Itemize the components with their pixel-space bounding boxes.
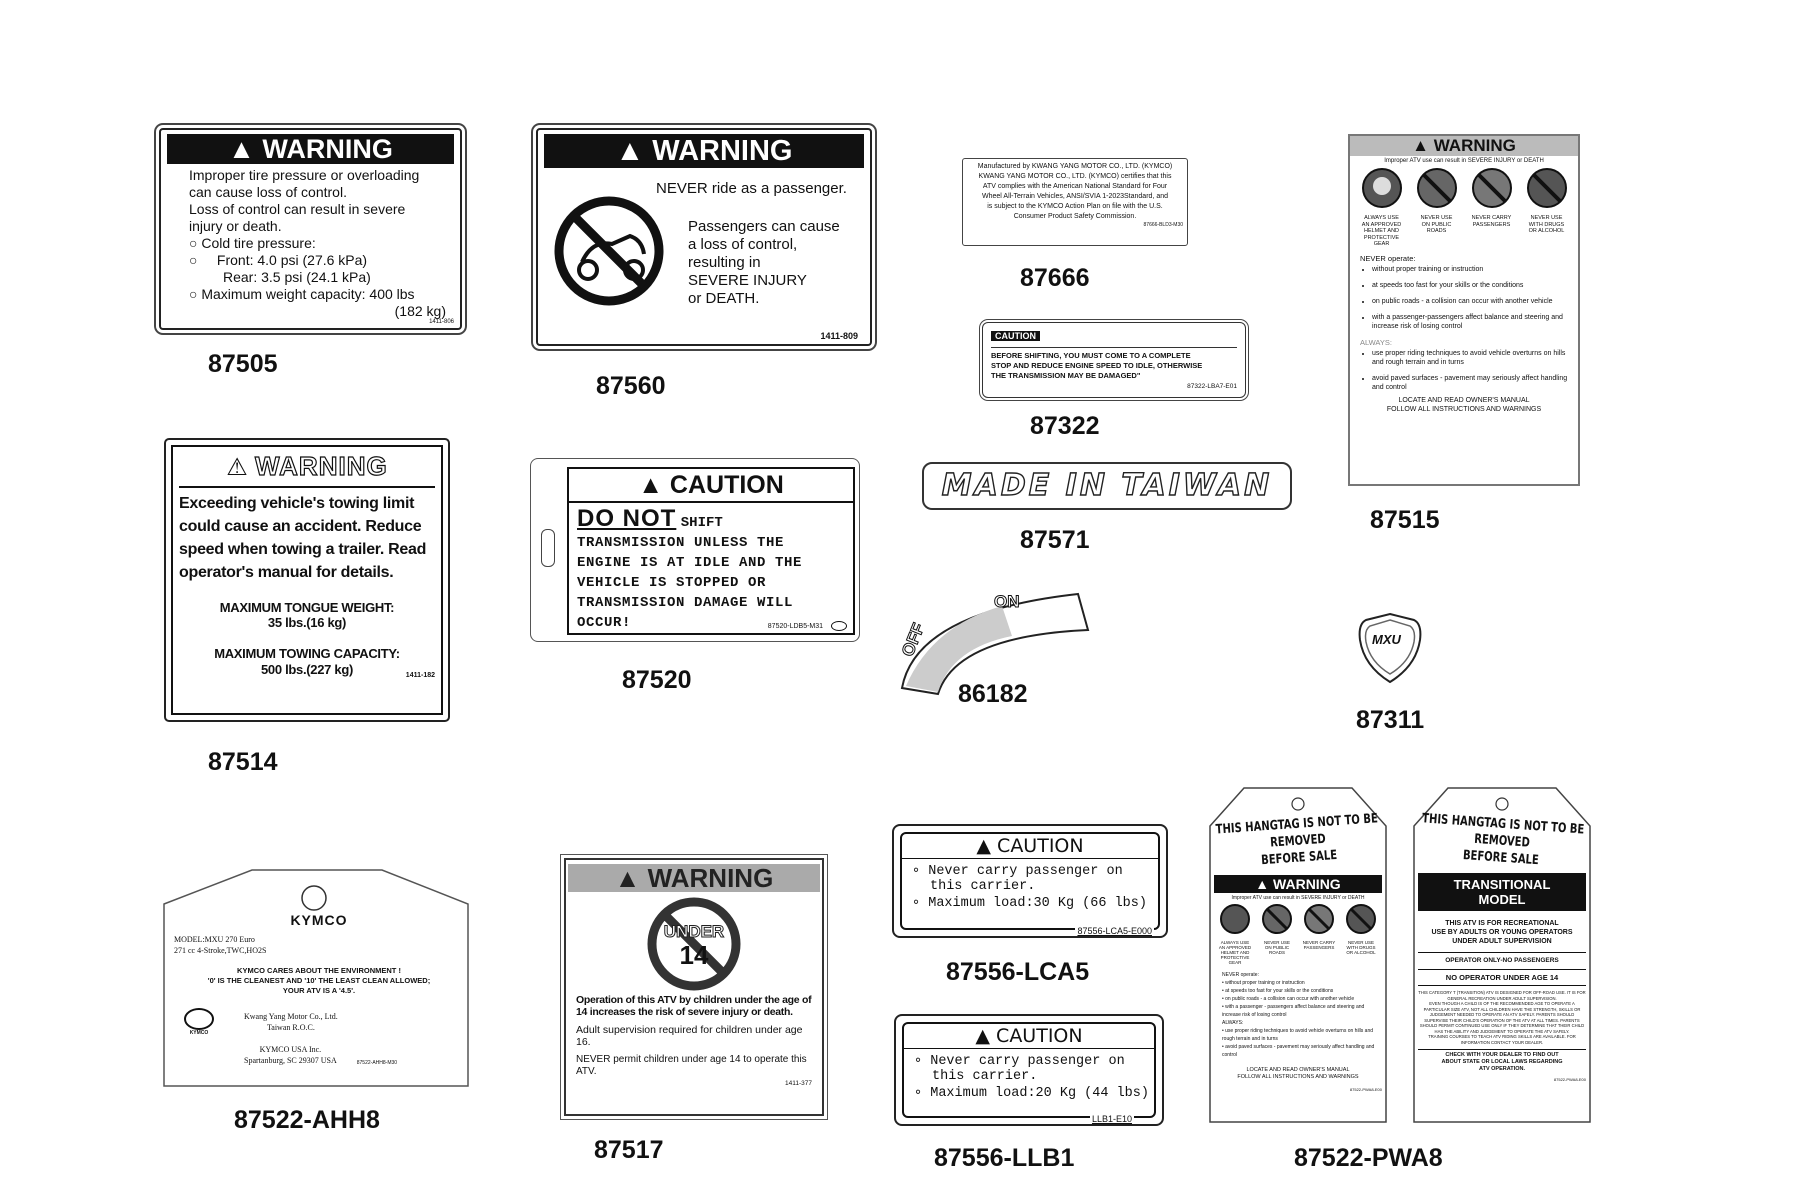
helmet-icon xyxy=(1219,903,1251,935)
never-passenger-text: NEVER ride as a passenger. xyxy=(656,180,847,197)
warning-title: WARNING xyxy=(262,134,393,164)
front-pressure-value: Front: 4.0 psi (27.6 kPa) xyxy=(216,252,368,268)
decal-code: 1411-377 xyxy=(785,1080,812,1087)
warning-title: WARNING xyxy=(1273,876,1341,892)
list-item: • on public roads - a collision can occur with another vehicle xyxy=(1372,297,1578,306)
list-item: • avoid paved surfaces - pavement may seriously affect handling and control xyxy=(1372,374,1578,392)
shift-text: SHIFT xyxy=(680,515,723,531)
tongue-weight-label: MAXIMUM TONGUE WEIGHT: xyxy=(219,600,395,615)
made-in-taiwan-text: MADE IN TAIWAN xyxy=(941,468,1273,503)
pictogram-roads xyxy=(1412,166,1462,248)
decal-code: LLB1-E10 xyxy=(1091,1114,1132,1124)
decal-87517 xyxy=(564,858,824,1116)
part-number-87505: 87505 xyxy=(208,350,278,378)
never-permit-text: NEVER permit children under age 14 to operate this ATV. xyxy=(576,1054,807,1077)
pictogram-drugs xyxy=(1341,903,1381,965)
transitional-body: THIS CATEGORY T (TRANSITION) ATV IS DESIGNED FOR OFF-ROAD USE. IT IS FOR GENERAL RECREATION UNDER ADULT SUPERVISION. EVEN THOUGH A CHILD IS OF THE RECOMMENDED AGE TO OPERATE A PARTICULAR SIZE ATV, NOT ALL CHILDREN HAVE THE STRENGTH, SKILLS OR JUDGEMENT NEEDED TO OPERATE AN ATV SAFELY. PARENTS SHOULD SUPERVISE THEIR CHILD'S OPERATION OF THE ATV AT ALL TIMES. PARENTS SHOULD PERMIT CONTINUED USE ONLY IF THEY DETERMINE THAT THEIR CHILD HAS THE ABILITY AND JUDGEMENT TO OPERATE THE ATV SAFELY. TRAINING COURSES TO TEACH ATV RIDING SKILLS ARE AVAILABLE. FOR INFORMATION CONTACT YOUR DEALER. xyxy=(1418,990,1586,1045)
pictogram-caption: NEVER CARRY PASSENGERS xyxy=(1471,215,1512,228)
operator-only-text: OPERATOR ONLY-NO PASSENGERS xyxy=(1418,952,1586,964)
list-item: • use proper riding techniques to avoid vehicle overturns on hills and rough terrain and in turns xyxy=(1372,349,1578,367)
part-number-87515: 87515 xyxy=(1370,506,1440,534)
pictogram-helmet xyxy=(1357,166,1407,248)
part-number-87556-llb1: 87556-LLB1 xyxy=(934,1144,1075,1172)
decal-code: 87556-LCA5-E000 xyxy=(1077,926,1152,936)
carrier-line-3: ∘ Maximum load:30 Kg (66 lbs) xyxy=(912,896,1147,911)
mxu-logo-text: MXU xyxy=(1372,632,1401,647)
decal-87520 xyxy=(530,458,860,642)
pictogram-passengers xyxy=(1467,166,1517,248)
caution-header xyxy=(904,1024,1154,1049)
decal-code: 1411-182 xyxy=(405,672,435,679)
carrier-text-1: Never carry passenger on xyxy=(930,1054,1125,1069)
owners-manual-footer: LOCATE AND READ OWNER'S MANUAL FOLLOW ALL INSTRUCTIONS AND WARNINGS xyxy=(1237,1067,1359,1080)
kymco-logo-text: KYMCO xyxy=(189,1030,209,1036)
kymco-usa-address: KYMCO USA Inc. Spartanburg, SC 29307 USA xyxy=(244,1045,337,1065)
warning-triangle-icon: ▲ xyxy=(976,835,991,857)
caution-title: CAUTION xyxy=(669,471,784,499)
inner-frame xyxy=(171,445,443,715)
kymco-logo xyxy=(174,1008,224,1036)
pictogram-caption: NEVER CARRY PASSENGERS xyxy=(1302,940,1336,950)
owners-manual-footer: LOCATE AND READ OWNER'S MANUAL FOLLOW ALL INSTRUCTIONS AND WARNINGS xyxy=(1386,396,1542,413)
passenger-warning-body: Passengers can cause a loss of control, resulting in SEVERE INJURY or DEATH. xyxy=(688,218,840,307)
part-number-87522-pwa8: 87522-PWA8 xyxy=(1294,1144,1443,1172)
warning-title: WARNING xyxy=(255,451,388,481)
cold-tire-pressure: ○ Cold tire pressure: xyxy=(189,235,316,251)
part-number-87560: 87560 xyxy=(596,372,666,400)
decal-code xyxy=(768,621,847,631)
pictogram-caption: NEVER USE WITH DRUGS OR ALCOHOL xyxy=(1346,940,1376,955)
pictogram-caption: NEVER USE WITH DRUGS OR ALCOHOL xyxy=(1528,215,1565,235)
max-weight-kg: (182 kg) xyxy=(394,303,446,319)
tire-warning-text: Improper tire pressure or overloading can cause loss of control. Loss of control can result in severe injury or death. xyxy=(189,167,420,234)
warning-subtitle: Improper ATV use can result in SEVERE INJURY or DEATH xyxy=(1231,895,1365,901)
decal-87522-pwa8-warning-tag xyxy=(1214,811,1382,1120)
warning-triangle-icon: ▲ xyxy=(228,134,255,164)
decal-code: 87666-BLD3-M30 xyxy=(1143,222,1183,228)
caution-header xyxy=(902,834,1158,859)
under-14-badge xyxy=(646,896,742,992)
list-item: • at speeds too fast for your skills or the conditions xyxy=(1372,281,1578,290)
warning-header xyxy=(1214,875,1382,893)
age-warning-text: Operation of this ATV by children under the age of 14 increases the risk of severe injury or death. xyxy=(576,994,812,1018)
inner-frame xyxy=(900,832,1160,930)
model-text: MODEL:MXU 270 Euro 271 cc 4-Stroke,TWC,HO2S xyxy=(174,935,267,955)
warning-triangle-icon: ▲ xyxy=(1255,876,1270,892)
no-drugs-alcohol-icon xyxy=(1525,166,1569,210)
towing-capacity-value xyxy=(179,661,435,679)
kymco-logo-icon xyxy=(184,1008,214,1030)
decal-87522-ahh8 xyxy=(174,912,464,1082)
no-public-roads-icon xyxy=(1261,903,1293,935)
part-number-87556-lca5: 87556-LCA5 xyxy=(946,958,1090,986)
decal-87514 xyxy=(164,438,450,722)
part-number-87522-ahh8: 87522-AHH8 xyxy=(234,1106,380,1134)
never-operate-heading: NEVER operate: xyxy=(1360,253,1416,263)
warning-title: WARNING xyxy=(1433,136,1516,155)
carrier-line-1: ∘ Never carry passenger on xyxy=(914,1054,1125,1069)
shifting-caution-text: BEFORE SHIFTING, YOU MUST COME TO A COMPLETE STOP AND REDUCE ENGINE SPEED TO IDLE, OTHERWISE THE TRANSMISSION MAY BE DAMAGED" xyxy=(991,347,1237,381)
do-not-shift xyxy=(577,505,845,533)
caution-title: CAUTION xyxy=(997,835,1084,857)
transitional-model-header: TRANSITIONAL MODEL xyxy=(1418,873,1586,911)
kwang-yang-address: Kwang Yang Motor Co., Ltd. Taiwan R.O.C. xyxy=(244,1012,338,1032)
warning-triangle-icon: ▲ xyxy=(638,471,663,499)
pictogram-caption: NEVER USE ON PUBLIC ROADS xyxy=(1420,215,1453,235)
part-number-87666: 87666 xyxy=(1020,264,1090,292)
no-drugs-alcohol-icon xyxy=(1345,903,1377,935)
part-number-87311: 87311 xyxy=(1356,706,1425,734)
part-number-87520: 87520 xyxy=(622,666,692,694)
decal-87560 xyxy=(536,128,872,346)
list-item: • with a passenger-passengers affect balance and steering and increase risk of losing control xyxy=(1372,313,1578,331)
hangtag-notice: THIS HANGTAG IS NOT TO BE REMOVED BEFORE SALE xyxy=(1215,811,1379,869)
manufacturer-certification-text: Manufactured by KWANG YANG MOTOR CO., LTD. (KYMCO) KWANG YANG MOTOR CO., LTD. (KYMCO) certifies that this ATV complies with the American National Standard for Four Wheel All-Terrain Vehicles, ANSI/SVIA 1-2023Standard, and is subject to the KYMCO Action Plan on file with the U.S. Consumer Product Safety Commission. xyxy=(977,163,1173,220)
pictogram-caption: ALWAYS USE AN APPROVED HELMET AND PROTECTIVE GEAR xyxy=(1361,215,1402,248)
decal-87666 xyxy=(962,158,1188,246)
pictogram-roads xyxy=(1257,903,1297,965)
part-number-87514: 87514 xyxy=(208,748,278,776)
pictogram-row xyxy=(1214,903,1382,965)
pictogram-caption: NEVER USE ON PUBLIC ROADS xyxy=(1263,940,1290,955)
carrier-text-1: Never carry passenger on xyxy=(928,864,1123,879)
hangtag-notice: THIS HANGTAG IS NOT TO BE REMOVED BEFORE SALE xyxy=(1421,811,1585,869)
part-number-87517: 87517 xyxy=(594,1136,664,1164)
recreational-use-text: THIS ATV IS FOR RECREATIONAL USE BY ADULTS OR YOUNG OPERATORS UNDER ADULT SUPERVISION xyxy=(1431,920,1573,945)
caution-title: CAUTION xyxy=(996,1025,1083,1047)
no-passengers-icon xyxy=(1303,903,1335,935)
inner-frame xyxy=(902,1022,1156,1118)
transmission-caution-body: TRANSMISSION UNLESS THE ENGINE IS AT IDLE AND THE VEHICLE IS STOPPED OR TRANSMISSION DAMAGE WILL OCCUR! xyxy=(577,535,803,631)
kymco-logo-row xyxy=(174,1008,464,1036)
decal-87505 xyxy=(159,128,462,330)
decal-code: 1411-809 xyxy=(820,331,858,341)
pictogram-helmet xyxy=(1215,903,1255,965)
always-list xyxy=(1350,349,1578,392)
towing-capacity-label: MAXIMUM TOWING CAPACITY: xyxy=(214,646,400,661)
warning-header xyxy=(167,134,454,164)
max-weight: ○ Maximum weight capacity: 400 lbs xyxy=(189,286,415,302)
warning-title: WARNING xyxy=(652,135,793,167)
carrier-line-2: this carrier. xyxy=(932,1069,1038,1084)
decal-87322 xyxy=(982,322,1246,398)
warning-title: WARNING xyxy=(647,863,774,893)
pictogram-caption: ALWAYS USE AN APPROVED HELMET AND PROTECTIVE GEAR xyxy=(1218,940,1252,965)
part-number-87322: 87322 xyxy=(1030,412,1100,440)
on-label: ON xyxy=(994,592,1020,611)
under-text: UNDER xyxy=(663,922,725,941)
part-number-86182: 86182 xyxy=(958,680,1028,708)
no-public-roads-icon xyxy=(1415,166,1459,210)
pictogram-passengers xyxy=(1299,903,1339,965)
list-item: • without proper training or instruction xyxy=(1372,265,1578,274)
towing-capacity-number: 500 lbs.(227 kg) xyxy=(260,662,354,677)
warning-subtitle: Improper ATV use can result in SEVERE INJURY or DEATH xyxy=(1384,158,1544,164)
no-passenger-icon xyxy=(550,192,668,310)
code-text: 87520-LDB5-M31 xyxy=(767,622,824,630)
pictogram-drugs xyxy=(1522,166,1572,248)
decal-87515 xyxy=(1348,134,1580,486)
caution-tag: CAUTION xyxy=(991,331,1040,341)
decal-87556-llb1 xyxy=(894,1014,1164,1126)
check-dealer-text: CHECK WITH YOUR DEALER TO FIND OUT ABOUT STATE OR LOCAL LAWS REGARDING ATV OPERATION. xyxy=(1418,1049,1586,1073)
rear-pressure: Rear: 3.5 psi (24.1 kPa) xyxy=(223,269,371,285)
carrier-line-2: this carrier. xyxy=(930,879,1036,894)
tongue-weight-value: 35 lbs.(16 kg) xyxy=(267,615,347,630)
warning-header xyxy=(544,134,864,168)
caution-header xyxy=(569,469,853,503)
no-operator-under-14: NO OPERATOR UNDER AGE 14 xyxy=(1418,969,1586,986)
environment-text: KYMCO CARES ABOUT THE ENVIRONMENT ! '0' IS THE CLEANEST AND '10' THE LEAST CLEAN ALLOWED; YOUR ATV IS A '4.5'. xyxy=(207,966,431,995)
decal-code: 87322-LBA7-E01 xyxy=(1187,383,1237,390)
warning-triangle-icon: ▲ xyxy=(614,863,641,893)
warning-triangle-outline-icon: ⚠ xyxy=(226,454,248,481)
off-label: OFF xyxy=(898,620,929,660)
decal-code: 87522-PWA8-E00 xyxy=(1349,1087,1382,1092)
kymco-logo-icon xyxy=(831,621,847,631)
never-operate-list xyxy=(1350,265,1578,331)
part-number-87571: 87571 xyxy=(1020,526,1090,554)
front-pressure: ○ Front: 4.0 psi (27.6 kPa) xyxy=(189,252,368,268)
kymco-brand: KYMCO xyxy=(290,912,348,928)
decal-87571 xyxy=(922,462,1292,510)
decal-code: 1411-806 xyxy=(429,319,454,325)
decal-87556-lca5 xyxy=(892,824,1168,938)
pictogram-row xyxy=(1350,166,1578,248)
warning-header xyxy=(179,451,435,488)
warning-header xyxy=(1350,136,1578,156)
hanger-slot-icon xyxy=(541,529,555,567)
carrier-line-1: ∘ Never carry passenger on xyxy=(912,864,1123,879)
decal-code: 87522-AHH8-M30 xyxy=(356,1060,398,1066)
warning-triangle-icon: ▲ xyxy=(615,135,645,167)
always-heading: ALWAYS: xyxy=(1360,337,1392,347)
warning-header xyxy=(568,864,820,892)
inner-frame xyxy=(567,467,855,635)
cold-tire-label: Cold tire pressure: xyxy=(201,235,316,251)
decal-code: 87522-PWA8-E00 xyxy=(1553,1077,1586,1082)
helmet-icon xyxy=(1360,166,1404,210)
carrier-line-3: ∘ Maximum load:20 Kg (44 lbs) xyxy=(914,1086,1149,1101)
warning-triangle-icon: ▲ xyxy=(1412,136,1429,155)
usa-row xyxy=(174,1044,464,1066)
decal-87311 xyxy=(1354,610,1426,686)
supervision-text: Adult supervision required for children under age 16. xyxy=(576,1024,803,1048)
max-weight-value: Maximum weight capacity: 400 lbs xyxy=(201,286,415,302)
no-passengers-icon xyxy=(1470,166,1514,210)
carrier-text-3: Maximum load:30 Kg (66 lbs) xyxy=(928,896,1147,911)
towing-warning-text: Exceeding vehicle's towing limit could cause an accident. Reduce speed when towing a trailer. Read operator's manual for details. xyxy=(179,495,427,581)
do-not-text: DO NOT xyxy=(577,505,677,532)
age-14-text: 14 xyxy=(679,940,709,970)
decal-87522-pwa8-transitional-tag xyxy=(1418,811,1586,1120)
warning-triangle-icon: ▲ xyxy=(975,1025,990,1047)
carrier-text-3: Maximum load:20 Kg (44 lbs) xyxy=(930,1086,1149,1101)
warning-body: NEVER operate: • without proper training or instruction • at speeds too fast for your skills or the conditions • on public roads - a collision can occur with another vehicle • with a passenger - passengers affect balance and steering and increase risk of losing control ALWAYS: • use proper riding techniques to avoid vehicle overturns on hills and rough terrain and in turns • avoid paved surfaces - pavement may seriously affect handling and control xyxy=(1222,972,1375,1058)
